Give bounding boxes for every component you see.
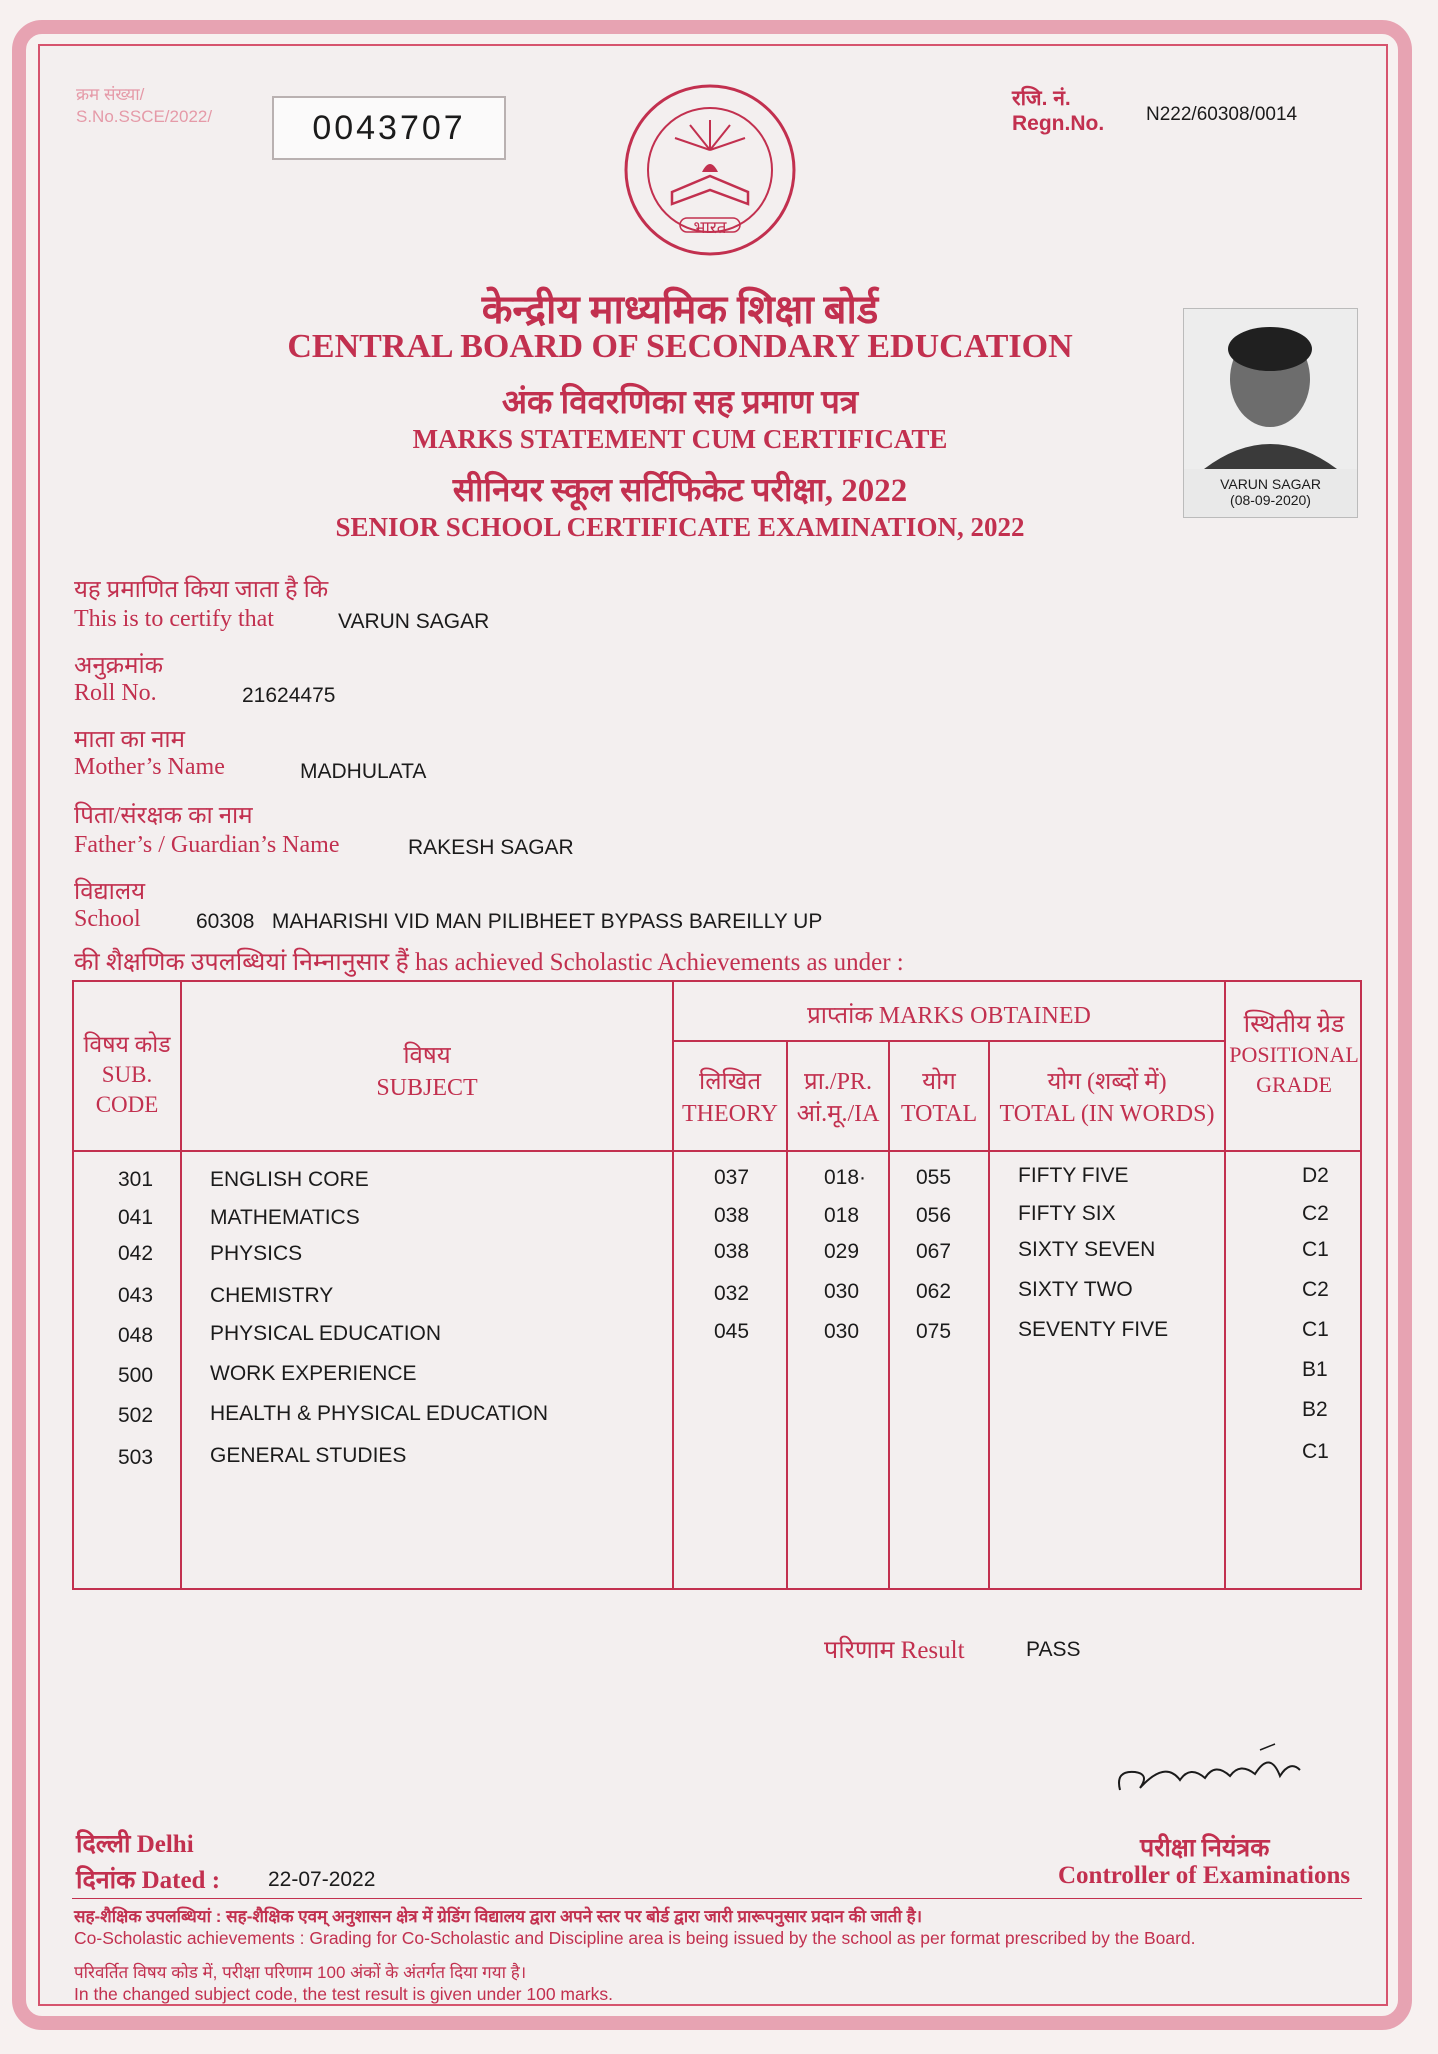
- row-words: FIFTY FIVE: [1018, 1164, 1129, 1187]
- mother-name: MADHULATA: [300, 760, 427, 783]
- header-grade-en1: POSITIONAL: [1229, 1042, 1359, 1067]
- board-name-en: CENTRAL BOARD OF SECONDARY EDUCATION: [287, 328, 1073, 365]
- dated-hi: दिनांक: [76, 1867, 136, 1894]
- note2-en: In the changed subject code, the test result is given under 100 marks.: [74, 1984, 613, 2004]
- portrait-image: [1184, 309, 1357, 469]
- row-subject: PHYSICS: [210, 1242, 303, 1265]
- achieved-hi: की शैक्षणिक उपलब्धियां निम्नानुसार हैं: [74, 949, 409, 976]
- row-total: 056: [916, 1204, 952, 1227]
- row-subject: ENGLISH CORE: [210, 1168, 369, 1191]
- row-grade: B1: [1302, 1358, 1328, 1381]
- row-code: 502: [118, 1404, 154, 1427]
- row-pr: 030: [824, 1320, 860, 1343]
- row-total: 055: [916, 1166, 952, 1189]
- row-words: SIXTY SEVEN: [1018, 1238, 1156, 1261]
- header-subject-en: SUBJECT: [376, 1075, 478, 1101]
- row-code: 048: [118, 1324, 154, 1347]
- row-subject: WORK EXPERIENCE: [210, 1362, 417, 1385]
- header-words-en: TOTAL (IN WORDS): [999, 1101, 1215, 1127]
- header-grade: [1226, 1010, 1362, 1100]
- serial-number-box: 0043707: [272, 96, 506, 160]
- achieved-text: [74, 944, 904, 978]
- header-code-hi: विषय कोड: [83, 1032, 171, 1057]
- exam-title-hi: सीनियर स्कूल सर्टिफिकेट परीक्षा, 2022: [452, 473, 908, 509]
- table-header-divider: [72, 1150, 1362, 1152]
- row-pr: 029: [824, 1240, 860, 1263]
- regn-label-hi: रजि. नं.: [1012, 87, 1071, 110]
- row-theory: 032: [714, 1282, 750, 1305]
- top-right-code: 60308/00014: [1122, 20, 1210, 37]
- row-words: SEVENTY FIVE: [1018, 1318, 1169, 1341]
- marks-subheader-divider: [672, 1040, 1224, 1042]
- regn-value: N222/60308/0014: [1146, 104, 1298, 125]
- place-hi: दिल्ली: [76, 1831, 131, 1858]
- row-pr: 018·: [824, 1166, 867, 1189]
- serial-label: क्रम संख्या/ S.No.SSCE/2022/: [76, 85, 213, 126]
- row-grade: B2: [1302, 1398, 1328, 1421]
- father-label-en: Father’s / Guardian’s Name: [74, 832, 340, 858]
- row-code: 301: [118, 1168, 154, 1191]
- school-label-hi: विद्यालय: [74, 879, 146, 905]
- emblem-country: भारत: [693, 218, 727, 237]
- result-label-hi: परिणाम: [824, 1637, 895, 1664]
- photo-date: (08-09-2020): [1230, 492, 1311, 508]
- controller-en: Controller of Examinations: [1058, 1862, 1351, 1889]
- header-subject: [182, 1040, 672, 1104]
- header-words-hi: योग (शब्दों में): [1047, 1069, 1167, 1095]
- roll-number: 21624475: [242, 684, 336, 707]
- row-subject: HEALTH & PHYSICAL EDUCATION: [210, 1402, 549, 1425]
- row-total: 075: [916, 1320, 952, 1343]
- certify-label-en: This is to certify that: [74, 606, 274, 632]
- header-pr: [788, 1066, 888, 1130]
- mother-label-hi: माता का नाम: [74, 727, 185, 753]
- note1-en: Co-Scholastic achievements : Grading for Co-Scholastic and Discipline area is being issued by the school as per format prescribed by the Board.: [74, 1928, 1196, 1948]
- doc-title-hi: अंक विवरणिका सह प्रमाण पत्र: [501, 385, 859, 421]
- row-subject: PHYSICAL EDUCATION: [210, 1322, 442, 1345]
- row-code: 041: [118, 1206, 154, 1229]
- exam-title-en: SENIOR SCHOOL CERTIFICATE EXAMINATION, 2022: [335, 512, 1025, 542]
- header-total-en: TOTAL: [900, 1101, 978, 1127]
- regn-label-en: Regn.No.: [1012, 112, 1105, 135]
- row-total: 067: [916, 1240, 952, 1263]
- row-theory: 045: [714, 1320, 750, 1343]
- header-total-hi: योग: [922, 1069, 956, 1095]
- school-label-en: School: [74, 906, 141, 932]
- controller-hi: परीक्षा नियंत्रक: [1140, 1835, 1270, 1862]
- header-subject-hi: विषय: [403, 1043, 451, 1069]
- header-marks-hi: प्राप्तांक: [807, 1003, 873, 1029]
- result-label-en: Result: [900, 1637, 965, 1664]
- header-words: [990, 1066, 1224, 1130]
- header-theory: [674, 1066, 786, 1130]
- row-pr: 018: [824, 1204, 860, 1227]
- roll-label-en: Roll No.: [74, 680, 157, 706]
- row-theory: 038: [714, 1240, 750, 1263]
- top-left-code: 042142: [80, 20, 131, 37]
- header-pr-hi: प्रा./PR.: [804, 1069, 872, 1095]
- achieved-en: has achieved Scholastic Achievements as under :: [415, 949, 904, 976]
- note1-hi: सह-शैक्षिक उपलब्धियां : सह-शैक्षिक एवम् अनुशासन क्षेत्र में ग्रेडिंग विद्यालय द्वारा अपने स्तर पर बोर्ड द्वारा जारी प्रारूपनुसार प्रदान की जाती है।: [74, 1907, 923, 1926]
- school-name: 60308 MAHARISHI VID MAN PILIBHEET BYPASS BAREILLY UP: [196, 910, 823, 933]
- dated-en: Dated :: [141, 1867, 221, 1894]
- row-grade: C1: [1302, 1238, 1329, 1261]
- header-total: [890, 1066, 988, 1130]
- row-theory: 037: [714, 1166, 750, 1189]
- certify-label-hi: यह प्रमाणित किया जाता है कि: [74, 577, 329, 603]
- candidate-name: VARUN SAGAR: [338, 610, 490, 633]
- candidate-photo: [1183, 308, 1358, 518]
- row-subject: CHEMISTRY: [210, 1284, 334, 1307]
- row-grade: D2: [1302, 1164, 1329, 1187]
- row-grade: C2: [1302, 1278, 1329, 1301]
- result-label: [824, 1632, 965, 1666]
- row-words: FIFTY SIX: [1018, 1202, 1116, 1225]
- row-pr: 030: [824, 1280, 860, 1303]
- header-code-en1: SUB.: [101, 1062, 153, 1087]
- row-theory: 038: [714, 1204, 750, 1227]
- controller-signature-icon: [1110, 1740, 1310, 1810]
- row-code: 503: [118, 1446, 154, 1469]
- row-subject: MATHEMATICS: [210, 1206, 360, 1229]
- row-code: 043: [118, 1284, 154, 1307]
- footer-divider: [72, 1898, 1362, 1899]
- row-subject: GENERAL STUDIES: [210, 1444, 407, 1467]
- row-grade: C1: [1302, 1318, 1329, 1341]
- row-total: 062: [916, 1280, 952, 1303]
- photo-name: VARUN SAGAR: [1220, 476, 1321, 492]
- row-code: 042: [118, 1242, 154, 1265]
- father-label-hi: पिता/संरक्षक का नाम: [74, 803, 253, 829]
- header-sub-code: [74, 1030, 180, 1120]
- header-pr-en: आं.मू./IA: [796, 1101, 880, 1127]
- header-theory-en: THEORY: [682, 1101, 778, 1127]
- header-marks-obtained: [674, 998, 1224, 1031]
- header-theory-hi: लिखित: [698, 1069, 762, 1095]
- note2-hi: परिवर्तित विषय कोड में, परीक्षा परिणाम 100 अंकों के अंतर्गत दिया गया है।: [74, 1963, 527, 1982]
- header-grade-en2: GRADE: [1256, 1072, 1332, 1097]
- header-code-en2: CODE: [95, 1092, 159, 1117]
- row-code: 500: [118, 1364, 154, 1387]
- row-grade: C1: [1302, 1440, 1329, 1463]
- row-words: SIXTY TWO: [1018, 1278, 1133, 1301]
- header-grade-hi: स्थितीय ग्रेड: [1243, 1011, 1345, 1038]
- row-grade: C2: [1302, 1202, 1329, 1225]
- roll-label-hi: अनुक्रमांक: [74, 653, 164, 679]
- place-label: [76, 1826, 194, 1860]
- result-value: PASS: [1026, 1638, 1081, 1661]
- doc-title-en: MARKS STATEMENT CUM CERTIFICATE: [412, 424, 948, 454]
- father-name: RAKESH SAGAR: [408, 836, 574, 859]
- board-name-hi: केन्द्रीय माध्यमिक शिक्षा बोर्ड: [481, 287, 879, 332]
- place-en: Delhi: [136, 1831, 194, 1858]
- header-marks-en: MARKS OBTAINED: [878, 1003, 1091, 1029]
- dated-label: [76, 1862, 220, 1896]
- mother-label-en: Mother’s Name: [74, 754, 225, 780]
- issue-date: 22-07-2022: [268, 1868, 376, 1891]
